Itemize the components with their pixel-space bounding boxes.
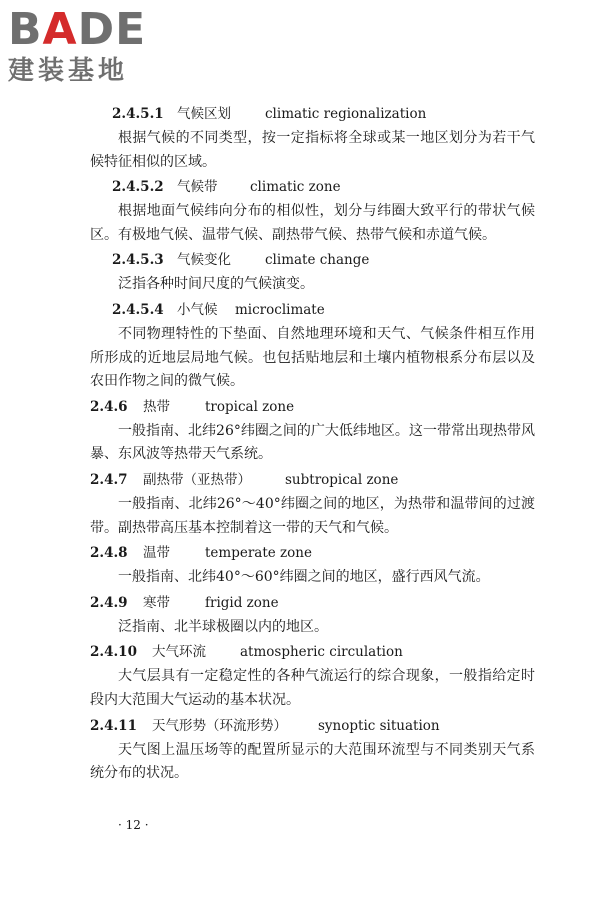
- entry-2-4-5-3: [90, 247, 535, 297]
- entry-heading: [90, 540, 535, 566]
- entry-term-zh: 热带: [143, 398, 170, 415]
- entry-2-4-10: [90, 639, 535, 712]
- entry-heading: [90, 247, 535, 273]
- document-body: [90, 101, 535, 786]
- entry-term-zh: 副热带（亚热带）: [143, 471, 251, 488]
- logo-chinese: 建装基地: [8, 56, 129, 86]
- entry-term-en: synoptic situation: [318, 717, 440, 734]
- entry-definition: 泛指各种时间尺度的气候演变。: [118, 276, 314, 293]
- entry-term-en: subtropical zone: [285, 471, 399, 488]
- entry-number: 2.4.9: [90, 594, 128, 611]
- entry-definition: 一般指南、北纬26°纬圈之间的广大低纬地区。这一带常出现热带风暴、东风波等热带天气系统。: [90, 422, 535, 463]
- entry-number: 2.4.6: [90, 398, 128, 415]
- entry-2-4-5-4: [90, 297, 535, 394]
- entry-definition: 不同物理特性的下垫面、自然地理环境和天气、气候条件相互作用所形成的近地层局地气候。也包括贴地层和土壤内植物根系分布层以及农田作物之间的微气候。: [90, 325, 535, 390]
- entry-term-zh: 大气环流: [152, 644, 206, 661]
- entry-term-en: tropical zone: [205, 398, 295, 415]
- entry-number: 2.4.8: [90, 545, 128, 562]
- entry-2-4-7: [90, 467, 535, 540]
- entry-term-zh: 天气形势（环流形势）: [152, 717, 287, 734]
- entry-term-en: frigid zone: [205, 594, 279, 611]
- bade-logo: [8, 4, 178, 86]
- entry-heading: [90, 467, 535, 493]
- page-number: · 12 ·: [118, 818, 149, 832]
- entry-number: 2.4.10: [90, 644, 137, 661]
- entry-2-4-8: [90, 540, 535, 590]
- entry-term-zh: 气候区划: [177, 106, 231, 122]
- entry-definition: 天气图上温压场等的配置所显示的大范围环流型与不同类别天气系统分布的状况。: [90, 741, 535, 782]
- entry-term-en: climatic zone: [250, 179, 341, 196]
- entry-2-4-9: [90, 590, 535, 640]
- entry-definition: 一般指南、北纬40°～60°纬圈之间的地区，盛行西风气流。: [118, 569, 490, 586]
- entry-number: 2.4.5.4: [112, 301, 164, 318]
- entry-heading: [90, 590, 535, 616]
- entry-2-4-5-1: [90, 101, 535, 174]
- entry-term-zh: 小气候: [177, 301, 218, 318]
- entry-number: 2.4.5.1: [112, 106, 164, 122]
- entry-number: 2.4.5.2: [112, 179, 164, 196]
- entry-definition: 一般指南、北纬26°～40°纬圈之间的地区，为热带和温带间的过渡带。副热带高压基本控制着这一带的天气和气候。: [90, 495, 535, 536]
- entry-definition: 根据地面气候纬向分布的相似性，划分与纬圈大致平行的带状气候区。有极地气候、温带气候、副热带气候、热带气候和赤道气候。: [90, 203, 535, 243]
- entry-term-zh: 气候带: [177, 179, 218, 196]
- entry-definition: 根据气候的不同类型，按一定指标将全球或某一地区划分为若干气候特征相似的区域。: [90, 130, 535, 170]
- entry-term-en: climatic regionalization: [265, 106, 427, 122]
- entry-2-4-5-2: [90, 174, 535, 247]
- entry-2-4-6: [90, 394, 535, 467]
- entry-term-en: microclimate: [235, 301, 325, 318]
- entry-definition: 泛指南、北半球极圈以内的地区。: [118, 618, 328, 635]
- entry-heading: [90, 713, 535, 739]
- entry-definition: 大气层具有一定稳定性的各种气流运行的综合现象，一般指给定时段内大范围大气运动的基本状况。: [90, 668, 535, 708]
- entry-2-4-11: [90, 713, 535, 786]
- entry-term-en: atmospheric circulation: [240, 644, 403, 661]
- entry-number: 2.4.11: [90, 717, 137, 734]
- logo-wordmark: BADE: [8, 4, 147, 55]
- entry-heading: [90, 639, 535, 665]
- entry-heading: [90, 174, 535, 200]
- entry-number: 2.4.5.3: [112, 252, 164, 269]
- entry-term-zh: 寒带: [143, 594, 170, 611]
- entry-number: 2.4.7: [90, 471, 128, 488]
- entry-term-en: climate change: [265, 252, 370, 269]
- entry-heading: [90, 297, 535, 323]
- entry-heading: [90, 394, 535, 420]
- entry-heading: [90, 101, 535, 127]
- entry-term-zh: 气候变化: [177, 252, 231, 269]
- entry-term-en: temperate zone: [205, 545, 312, 562]
- entry-term-zh: 温带: [143, 545, 170, 562]
